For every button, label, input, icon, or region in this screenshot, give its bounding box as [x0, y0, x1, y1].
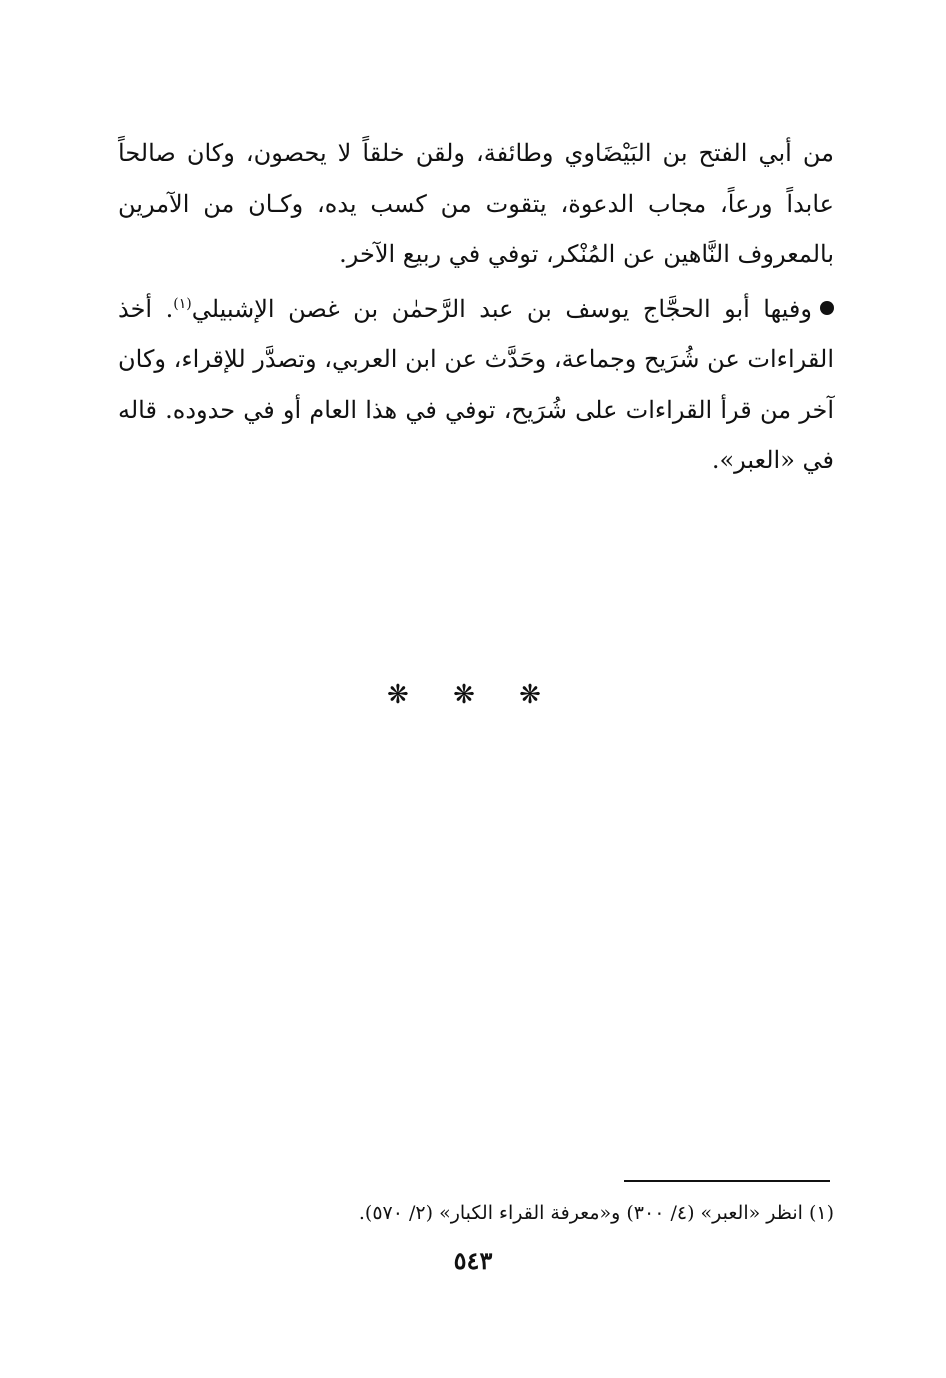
bullet-icon — [820, 301, 834, 315]
footnote-divider — [624, 1180, 830, 1182]
paragraph-2-text: أخذ القراءات عن شُرَيح وجماعة، وحَدَّث عن ابن العربي، وتصدَّر للإقراء، وكان آخر من قرأ القراءات على شُرَيح، توفي في هذا العام أو في حدوده. قاله في «العبر». — [118, 294, 834, 474]
page-number: ٥٤٣ — [453, 1246, 493, 1275]
section-separator: ❋ ❋ ❋ — [387, 680, 559, 710]
paragraph-1-text: من أبي الفتح بن البَيْضَاوي وطائفة، ولقن خلقاً لا يحصون، وكان صالحاً عابداً ورعاً، مجاب الدعوة، يتقوت من كسب يده، وكـان من الآمرين بالمعروف النَّاهين عن المُنْكر، توفي في ربيع الآخر. — [118, 139, 834, 268]
footnote: (١) انظر «العبر» (٤/ ٣٠٠) و«معرفة القراء الكبار» (٢/ ٥٧٠). — [358, 1202, 834, 1224]
footnote-reference: (١) — [173, 295, 192, 312]
paragraph-2-intro: وفيها أبو الحجَّاج يوسف بن عبد الرَّحمٰن بن غصن الإشبيلي — [191, 294, 812, 323]
paragraph-biography-2 — [118, 284, 834, 486]
paragraph-2-period: . — [165, 294, 174, 323]
main-text-block — [118, 128, 834, 486]
paragraph-biography-1 — [118, 128, 834, 280]
